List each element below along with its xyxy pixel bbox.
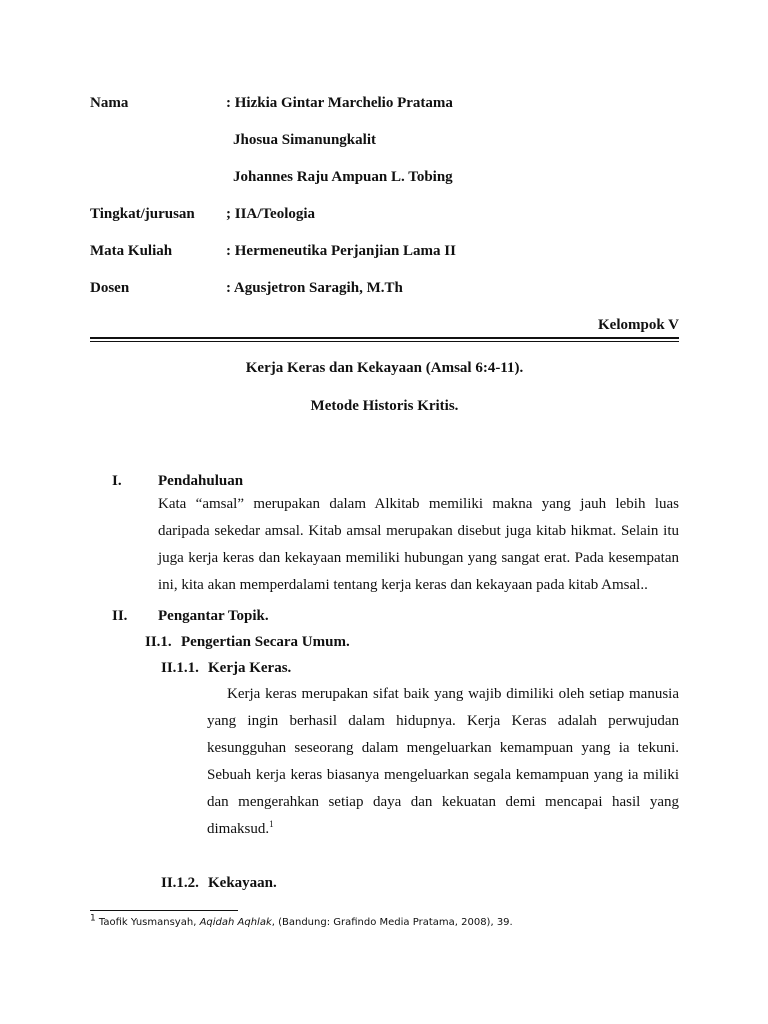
paragraph-line: Kerja keras merupakan sifat baik yang wajib dimiliki oleh setiap manusia [227,686,679,702]
paragraph-line-text: dimaksud. [207,821,270,837]
footnote-author: Taofik Yusmansyah, [95,917,200,928]
footnote-book-title: Aqidah Aqhlak [199,917,272,928]
section-2-1-2-number: II.1.2. [161,875,199,891]
section-2-title: Pengantar Topik. [158,608,269,624]
tingkat-label: Tingkat/jurusan [90,206,195,222]
section-2-number: II. [112,608,128,624]
footnote-number: 1 [90,913,96,924]
section-1-title: Pendahuluan [158,473,244,489]
document-title: Kerja Keras dan Kekayaan (Amsal 6:4-11). [245,360,524,376]
section-2-1-2-title: Kekayaan. [208,875,277,891]
footnote-publication: , (Bandung: Grafindo Media Pratama, 2008), 39. [271,917,513,928]
nama-value: : Hizkia Gintar Marchelio Pratama [226,95,453,111]
footnote-reference[interactable]: 1 [269,819,274,829]
paragraph-line: kesungguhan seseorang dalam mengeluarkan kemampuan yang ia tekuni. [207,740,679,756]
matkul-label: Mata Kuliah [90,243,173,259]
paragraph-line: dan mengerahkan setiap daya dan kekuatan demi mencapai hasil yang [207,794,679,810]
nama-label: Nama [90,95,129,111]
dosen-label: Dosen [90,280,130,296]
section-2-1-1-paragraph [207,681,679,843]
section-2-1-title: Pengertian Secara Umum. [181,634,350,650]
dosen-value: : Agusjetron Saragih, M.Th [226,280,403,296]
paragraph-line: Kata “amsal” merupakan dalam Alkitab memiliki makna yang jauh lebih luas [158,496,679,512]
nama-value-3: Johannes Raju Ampuan L. Tobing [233,169,453,185]
kelompok-label: Kelompok V [598,317,679,333]
section-1-paragraph [158,491,679,599]
matkul-value: : Hermeneutika Perjanjian Lama II [226,243,456,259]
footnote-divider [90,910,238,911]
nama-value-2: Jhosua Simanungkalit [233,132,376,148]
tingkat-value: ; IIA/Teologia [226,206,316,222]
footnote [90,913,513,930]
header-divider-thick [90,337,679,339]
paragraph-line: ini, kita akan memperdalami tentang kerja keras dan kekayaan pada kitab Amsal.. [158,577,648,593]
paragraph-line: yang ingin berhasil dalam hidupnya. Kerja Keras adalah perwujudan [207,713,679,729]
section-2-1-1-number: II.1.1. [161,660,199,676]
section-1-number: I. [112,473,122,489]
paragraph-last-line [207,816,679,843]
paragraph-line: juga kerja keras dan kekayaan memiliki hubungan yang sangat erat. Pada kesempatan [158,550,679,566]
paragraph-line: Sebuah kerja keras biasanya mengeluarkan segala kemampuan yang ia miliki [207,767,679,783]
header-divider-thin [90,341,679,342]
document-subtitle: Metode Historis Kritis. [310,398,459,414]
section-2-1-1-title: Kerja Keras. [208,660,292,676]
paragraph-line: daripada sekedar amsal. Kitab amsal merupakan disebut juga kitab hikmat. Selain itu [158,523,679,539]
section-2-1-number: II.1. [145,634,172,650]
